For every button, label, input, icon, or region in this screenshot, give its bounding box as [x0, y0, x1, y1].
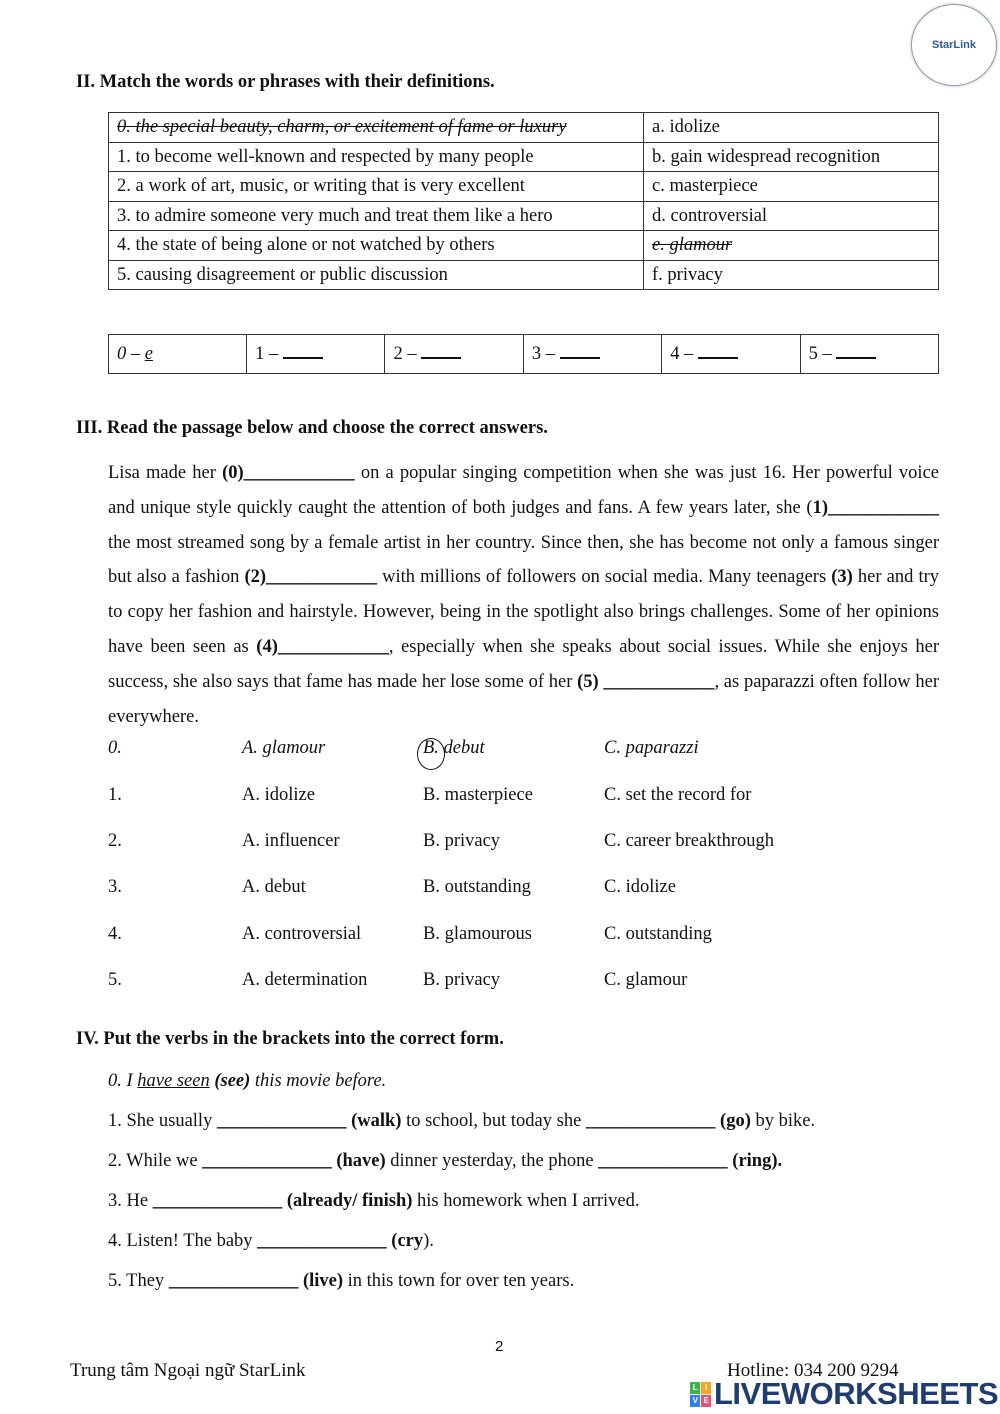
- option-a[interactable]: A. controversial: [242, 924, 362, 944]
- option-c[interactable]: C. idolize: [604, 877, 676, 897]
- answer-blank[interactable]: [560, 343, 600, 359]
- question-number: 5.: [108, 970, 122, 990]
- answer-cell: [800, 335, 938, 374]
- answer-cell: [523, 335, 661, 374]
- passage-blank: (4)____________: [256, 636, 389, 657]
- brand-square: L: [690, 1382, 700, 1394]
- brand-square: V: [690, 1395, 700, 1407]
- option-a[interactable]: A. influencer: [242, 831, 340, 851]
- question-number: 3.: [108, 877, 122, 897]
- answer-blank[interactable]: [698, 343, 738, 359]
- option-b[interactable]: B. masterpiece: [423, 785, 533, 805]
- option-b[interactable]: B. debut: [423, 738, 485, 758]
- option-a[interactable]: A. glamour: [242, 738, 326, 758]
- option-a[interactable]: A. determination: [242, 970, 368, 990]
- answer-label: 2 –: [393, 344, 422, 364]
- sentence-text: 5. They: [108, 1271, 169, 1291]
- passage-text: Lisa made her: [108, 463, 223, 483]
- answer-label: 5 –: [808, 344, 837, 364]
- verb-sentence: [108, 1231, 434, 1252]
- verb-sentence: [108, 1271, 574, 1292]
- option-a[interactable]: A. idolize: [242, 785, 315, 805]
- option-c[interactable]: C. glamour: [604, 970, 688, 990]
- option-b[interactable]: B. privacy: [423, 831, 501, 851]
- definition-cell: 3. to admire someone very much and treat them like a hero: [109, 201, 644, 231]
- sentence-text: his homework when I arrived.: [412, 1191, 640, 1211]
- option-b[interactable]: B. glamourous: [423, 924, 532, 944]
- verb-blank[interactable]: ______________: [202, 1151, 332, 1171]
- answer-blank[interactable]: [421, 343, 461, 359]
- section-4-heading: IV. Put the verbs in the brackets into the correct form.: [76, 1029, 504, 1049]
- question-number: 4.: [108, 924, 122, 944]
- starlink-logo: [911, 4, 997, 86]
- option-c[interactable]: C. outstanding: [604, 924, 712, 944]
- answer-label: 1 –: [255, 344, 283, 364]
- passage-blank: (2)____________: [244, 567, 378, 588]
- answer-blank[interactable]: [836, 343, 876, 359]
- passage-blank: 1)____________: [812, 497, 939, 518]
- verb-blank[interactable]: ______________: [598, 1151, 728, 1171]
- answer-label: 3 –: [531, 344, 560, 364]
- verb-hint: (ring).: [727, 1151, 783, 1171]
- word-cell: b. gain widespread recognition: [644, 142, 939, 172]
- matching-table: [108, 112, 939, 290]
- definition-cell: 0. the special beauty, charm, or excitement of fame or luxury: [109, 113, 644, 143]
- option-row: [108, 970, 939, 1000]
- answer-blank[interactable]: [283, 343, 323, 359]
- passage-text: with millions of followers on social media. Many teenagers: [377, 567, 832, 588]
- passage-text: , as paparazzi often follow her everywhere.: [108, 671, 940, 727]
- verb-sentence: [108, 1191, 639, 1212]
- verb-blank[interactable]: ______________: [168, 1271, 299, 1291]
- example-verb: (see): [209, 1071, 251, 1091]
- option-b[interactable]: B. privacy: [423, 970, 501, 990]
- verb-hint: (live): [298, 1271, 343, 1291]
- option-c[interactable]: C. paparazzi: [604, 738, 699, 758]
- brand-square: E: [701, 1395, 711, 1407]
- verb-hint: (have): [331, 1151, 386, 1171]
- word-cell: f. privacy: [644, 260, 939, 290]
- passage-text: on a popular singing competition when she was just 16. Her powerful voice and unique style quickly caught the attention of both judges and fans. A few years later, she (: [108, 463, 939, 518]
- liveworksheets-logo: [690, 1376, 998, 1412]
- brand-text: LIVEWORKSHEETS: [714, 1376, 999, 1411]
- verb-sentence: [108, 1111, 815, 1132]
- verb-hint: (already/ finish): [282, 1191, 413, 1211]
- answer-cell: [247, 335, 385, 374]
- option-a[interactable]: A. debut: [242, 877, 306, 897]
- option-row: [108, 924, 939, 954]
- example-post: this movie before.: [250, 1071, 387, 1091]
- match-row: [109, 142, 939, 172]
- footer-center-name: Trung tâm Ngoại ngữ StarLink: [70, 1360, 306, 1381]
- option-c[interactable]: C. career breakthrough: [604, 831, 775, 851]
- word-cell: c. masterpiece: [644, 172, 939, 202]
- match-row: [109, 113, 939, 143]
- section-3-heading: III. Read the passage below and choose the correct answers.: [76, 418, 548, 438]
- verb-blank[interactable]: ______________: [152, 1191, 283, 1211]
- passage-text: the most streamed song by a female artist in her country. Since then, she has become not only a famous singer but also a fashion: [108, 532, 939, 588]
- answer-circle: [417, 738, 445, 770]
- match-row: [109, 260, 939, 290]
- definition-cell: 5. causing disagreement or public discussion: [109, 260, 644, 290]
- verb-hint: (walk): [346, 1111, 402, 1131]
- logo-text: StarLink: [931, 39, 976, 51]
- answer-cell: [385, 335, 523, 374]
- page-number: 2: [495, 1338, 504, 1355]
- definition-cell: 1. to become well-known and respected by many people: [109, 142, 644, 172]
- sentence-text: to school, but today she: [401, 1111, 586, 1131]
- match-row: [109, 201, 939, 231]
- liveworksheets-icon: [690, 1382, 711, 1407]
- definition-cell: 4. the state of being alone or not watched by others: [109, 231, 644, 261]
- sentence-text: ).: [423, 1231, 434, 1251]
- sentence-text: dinner yesterday, the phone: [385, 1151, 599, 1171]
- sentence-text: 2. While we: [108, 1151, 203, 1171]
- answer-cell: [662, 335, 800, 374]
- option-b[interactable]: B. outstanding: [423, 877, 531, 897]
- example-pre: 0. I: [108, 1071, 138, 1091]
- word-cell: e. glamour: [644, 231, 939, 261]
- match-row: [109, 172, 939, 202]
- verb-sentence: [108, 1151, 782, 1172]
- word-cell: a. idolize: [644, 113, 939, 143]
- passage-blank: (3): [831, 567, 853, 588]
- option-row: [108, 831, 939, 861]
- answer-cell: [109, 335, 247, 374]
- sentence-text: 4. Listen! The baby: [108, 1231, 258, 1251]
- answer-label: 0 –: [117, 343, 145, 364]
- sentence-text: 1. She usually: [108, 1111, 217, 1131]
- passage-text: her and try to copy her fashion and hairstyle. However, being in the spotlight also brings challenges. Some of her opinions have been seen as: [108, 567, 939, 657]
- example-answer: have seen: [137, 1071, 210, 1091]
- option-row: [108, 738, 939, 768]
- answer-table: [108, 334, 939, 374]
- example-sentence: [108, 1071, 386, 1092]
- verb-blank[interactable]: ______________: [216, 1111, 347, 1131]
- verb-blank[interactable]: ______________: [585, 1111, 716, 1131]
- verb-hint: (cry: [386, 1231, 424, 1251]
- verb-blank[interactable]: ______________: [257, 1231, 387, 1251]
- option-c[interactable]: C. set the record for: [604, 785, 752, 805]
- sentence-text: 3. He: [108, 1191, 153, 1211]
- answer-value: e: [144, 343, 153, 364]
- passage-blank: (5) ____________: [577, 671, 715, 692]
- option-row: [108, 785, 939, 815]
- definition-cell: 2. a work of art, music, or writing that is very excellent: [109, 172, 644, 202]
- question-number: 2.: [108, 831, 122, 851]
- question-number: 1.: [108, 785, 122, 805]
- verb-hint: (go): [715, 1111, 751, 1131]
- reading-passage: [108, 456, 939, 734]
- sentence-text: in this town for over ten years.: [343, 1271, 575, 1291]
- sentence-text: by bike.: [750, 1111, 816, 1131]
- passage-blank: (0)____________: [222, 463, 355, 483]
- answer-label: 4 –: [670, 344, 698, 364]
- brand-square: I: [701, 1382, 711, 1394]
- question-number: 0.: [108, 738, 122, 758]
- match-row: [109, 231, 939, 261]
- word-cell: d. controversial: [644, 201, 939, 231]
- passage-text: , especially when she speaks about social issues. While she enjoys her success, she also says that fame has made her lose some of her: [108, 636, 939, 692]
- option-row: [108, 877, 939, 907]
- footer-hotline: Hotline: 034 200 9294: [727, 1360, 899, 1381]
- section-2-heading: II. Match the words or phrases with their definitions.: [76, 72, 495, 92]
